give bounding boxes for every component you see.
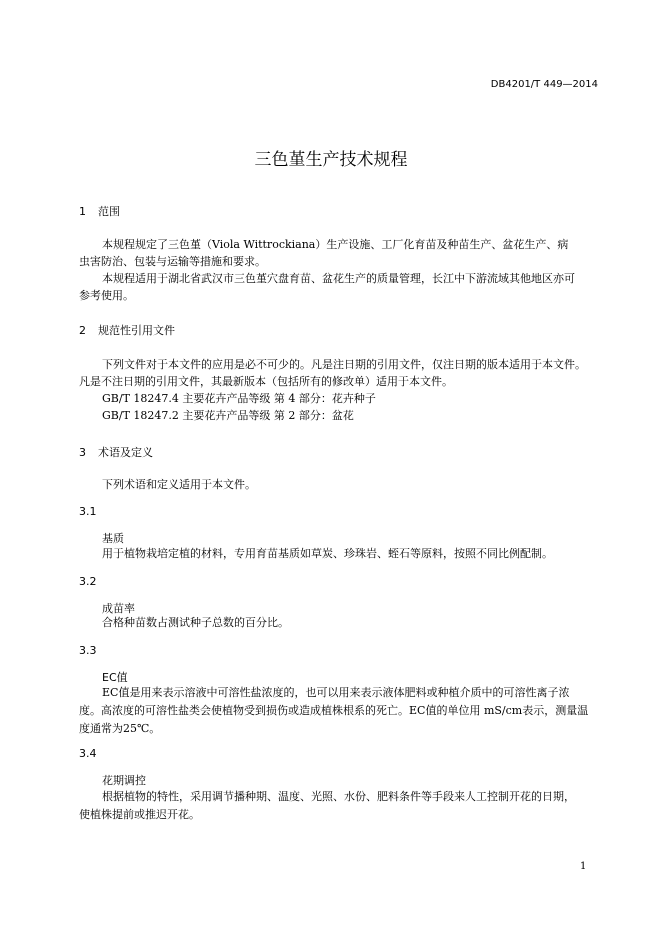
section-number: 1 — [79, 205, 86, 218]
paragraph-line: 虫害防治、包装与运输等措施和要求。 — [79, 255, 266, 268]
term-definition: 合格种苗数占测试种子总数的百分比。 — [102, 616, 289, 629]
term-number: 3.2 — [79, 575, 97, 588]
section-heading-3 — [79, 444, 153, 460]
section-number: 2 — [79, 324, 86, 337]
term-number: 3.4 — [79, 747, 97, 760]
term-definition: 度。高浓度的可溶性盐类会使植物受到损伤或造成植株根系的死亡。EC值的单位用 mS/cm表示，测量温 — [79, 704, 589, 717]
term-definition: EC值是用来表示溶液中可溶性盐浓度的，也可以用来表示液体肥料或种植介质中的可溶性离子浓 — [102, 686, 570, 699]
paragraph-line: 本规程适用于湖北省武汉市三色堇穴盘育苗、盆花生产的质量管理，长江中下游流域其他地区亦可 — [102, 272, 575, 285]
term-definition: 使植株提前或推迟开花。 — [79, 808, 200, 821]
section-title: 术语及定义 — [98, 446, 153, 459]
term-title: 基质 — [102, 532, 124, 545]
paragraph-line: 凡是不注日期的引用文件，其最新版本（包括所有的修改单）适用于本文件。 — [79, 375, 453, 388]
reference-item: GB/T 18247.4 主要花卉产品等级 第 4 部分：花卉种子 — [102, 392, 376, 405]
term-definition: 度通常为25℃。 — [79, 722, 161, 735]
term-title: EC值 — [102, 671, 128, 684]
page-title: 三色堇生产技术规程 — [254, 150, 408, 170]
term-number: 3.3 — [79, 644, 97, 657]
section-title: 范围 — [98, 205, 120, 218]
page-number: 1 — [580, 861, 587, 872]
term-title: 花期调控 — [102, 774, 146, 787]
section-title: 规范性引用文件 — [98, 324, 175, 337]
reference-item: GB/T 18247.2 主要花卉产品等级 第 2 部分：盆花 — [102, 409, 354, 422]
section-heading-2 — [79, 322, 175, 338]
paragraph-line: 参考使用。 — [79, 289, 134, 302]
paragraph-line: 下列术语和定义适用于本文件。 — [102, 478, 256, 491]
term-title: 成苗率 — [102, 602, 135, 615]
section-heading-1 — [79, 203, 120, 219]
paragraph-line: 本规程规定了三色堇（Viola Wittrockiana）生产设施、工厂化育苗及种苗生产、盆花生产、病 — [102, 238, 569, 251]
section-number: 3 — [79, 446, 86, 459]
standard-number: DB4201/T 449—2014 — [490, 79, 598, 90]
paragraph-line: 下列文件对于本文件的应用是必不可少的。凡是注日期的引用文件，仅注日期的版本适用于本文件。 — [102, 358, 586, 371]
term-definition: 根据植物的特性，采用调节播种期、温度、光照、水份、肥料条件等手段来人工控制开花的日期， — [102, 790, 575, 803]
term-number: 3.1 — [79, 505, 97, 518]
term-definition: 用于植物栽培定植的材料，专用育苗基质如草炭、珍珠岩、蛭石等原料，按照不同比例配制。 — [102, 547, 553, 560]
